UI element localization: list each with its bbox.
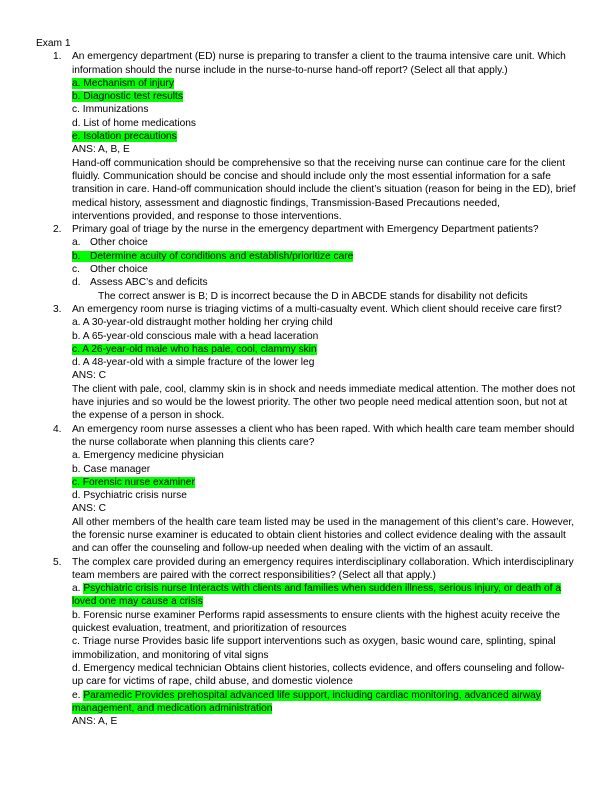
option-d: d. A 48-year-old with a simple fracture of the lower leg (72, 357, 315, 369)
option-a: a. Psychiatric crisis nurse Interacts with clients and families when sudden illness, serious injury, or death of a loved one may cause a crisis (72, 583, 562, 608)
option-d: d. Emergency medical technician Obtains client histories, collects evidence, and offers counseling and follow- up care for victims of rape, child abuse, and domestic violence (72, 662, 565, 688)
question-number: 3. (53, 303, 62, 315)
option-c: c. Forensic nurse examiner (72, 476, 195, 488)
rationale: The client with pale, cool, clammy skin is in shock and needs immediate medical attention. The mother does not have injuries and so would be the lowest priority. The other two people need medical attention soon, but not at the expense of a person in shock. (72, 383, 576, 422)
question-number: 2. (53, 224, 62, 236)
rationale-continued: interventions provided, and response to those interventions. (72, 210, 342, 222)
option-d: d. Assess ABC’s and deficits (72, 277, 208, 289)
answer: ANS: A, B, E (72, 144, 130, 156)
question-stem: An emergency room nurse is triaging victims of a multi-casualty event. Which client should receive care first? (72, 303, 562, 315)
rationale: All other members of the health care team listed may be used in the management of this client’s care. However, the forensic nurse examiner is educated to obtain client histories and collect evidence dealing with the assault and can offer the counseling and follow-up needed when dealing with the victim of an assault. (72, 516, 575, 555)
answer: ANS: C (72, 503, 106, 515)
question-2 (36, 223, 576, 303)
document-page (36, 37, 576, 728)
option-c: c. Triage nurse Provides basic life support interventions such as oxygen, basic wound care, splinting, spinal immobilization, and monitoring of vital signs (72, 636, 556, 661)
question-stem: An emergency room nurse assesses a client who has been raped. With which health care team member should the nurse collaborate when planning this clients care? (72, 423, 575, 448)
option-a: a. Other choice (72, 237, 148, 249)
option-a: a. Emergency medicine physician (72, 450, 224, 462)
option-b: b. Case manager (72, 463, 151, 475)
option-e: e. Paramedic Provides prehospital advanced life support, including cardiac monitoring, advanced airway management, and medication administration (72, 689, 541, 714)
option-b: b. A 65-year-old conscious male with a head laceration (72, 330, 319, 342)
option-c: c. A 26-year-old male who has pale, cool, clammy skin (72, 343, 317, 355)
question-4 (36, 423, 576, 556)
option-b: b. Determine acuity of conditions and establish/prioritize care (72, 250, 354, 262)
option-b: b. Forensic nurse examiner Performs rapid assessments to ensure clients with the highest acuity receive the quickest evaluation, treatment, and prioritization of resources (72, 609, 561, 635)
answer-note: The correct answer is B; D is incorrect because the D in ABCDE stands for disability not deficits (98, 290, 528, 302)
question-number: 4. (53, 423, 62, 435)
option-e: e. Isolation precautions (72, 131, 177, 143)
option-d: d. Psychiatric crisis nurse (72, 490, 187, 502)
question-stem: Primary goal of triage by the nurse in the emergency department with Emergency Department patients? (72, 224, 539, 236)
option-a: a. Mechanism of injury (72, 77, 174, 89)
question-number: 1. (53, 51, 62, 63)
option-a: a. A 30-year-old distraught mother holding her crying child (72, 317, 333, 329)
option-c: c. Immunizations (72, 104, 149, 116)
question-5 (36, 556, 576, 729)
option-b: b. Diagnostic test results (72, 91, 183, 103)
answer: ANS: C (72, 370, 106, 382)
answer: ANS: A, E (72, 716, 118, 728)
rationale: Hand-off communication should be comprehensive so that the receiving nurse can continue care for the client fluidly. Communication should be concise and should include only the most essential information for a safe transition in care. Hand-off communication should include the client’s situation (reason for being in the ED), brief medical history, assessment and diagnostic findings, Transmission-Based Precautions needed, (72, 157, 576, 209)
option-c: c. Other choice (72, 264, 148, 276)
question-3 (36, 303, 576, 423)
question-1 (36, 50, 576, 223)
question-number: 5. (53, 556, 62, 568)
option-d: d. List of home medications (72, 117, 197, 129)
page-title: Exam 1 (36, 38, 71, 49)
question-stem: An emergency department (ED) nurse is preparing to transfer a client to the trauma intensive care unit. Which information should the nurse include in the nurse-to-nurse hand-off report? (Select all that apply.) (72, 51, 566, 76)
question-stem: The complex care provided during an emergency requires interdisciplinary collaboration. Which interdisciplinary team members are paired with the correct responsibilities? (Select all that apply.) (72, 556, 574, 581)
